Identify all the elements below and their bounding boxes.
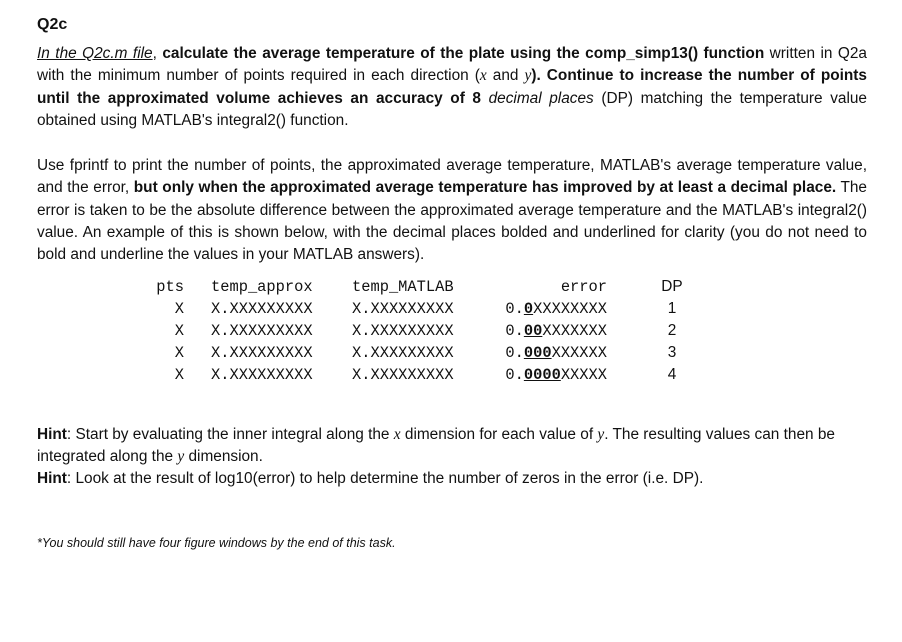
task-heading: Q2c [37,16,68,33]
header-temp-matlab: temp_MATLAB [352,278,454,296]
bold-condition: but only when the approximated average temperature has improved by at least a decimal place. [133,179,837,197]
hint-1: Hint: Start by evaluating the inner integral along the x dimension for each value of y. The resulting values can then be integrated along the y dimension. [37,426,835,465]
instructions-paragraph-1: In the Q2c.m file, calculate the average temperature of the plate using the comp_simp13() function written in Q2a with the minimum number of points required in each direction (x and y). Continue to increase the number of points until the approximated volume achieves an accuracy of 8 decimal places (DP) matching the temperature value obtained using MATLAB's integral2() function. [37,45,867,129]
table-header-row [147,276,683,298]
instructions-paragraph-2: Use fprintf to print the number of points, the approximated average temperature, MATLAB's average temperature value, and the error, but only when the approximated average temperature has improved by at least a decimal place. The error is taken to be the absolute difference between the approximated average temperature and the MATLAB's integral2() value. An example of this is shown below, with the decimal places bolded and underlined for clarity (you do not need to bold and underline the values in your MATLAB answers). [37,157,867,264]
table-row: X X.XXXXXXXXX X.XXXXXXXXX 0.00XXXXXXX 2 [174,322,677,340]
bold-instruction: calculate the average temperature of the plate using the comp_simp13() function [162,45,765,62]
hint-2: Hint: Look at the result of log10(error) to help determine the number of zeros in the error (i.e. DP). [37,470,704,487]
header-temp-approx: temp_approx [211,278,313,296]
header-dp: DP [661,278,683,295]
math-x: x [479,67,487,85]
table-row: X X.XXXXXXXXX X.XXXXXXXXX 0.000XXXXXX 3 [174,344,677,362]
hints-block [37,424,867,490]
table-row: X X.XXXXXXXXX X.XXXXXXXXX 0.0XXXXXXXX 1 [174,300,677,318]
file-reference: In the Q2c.m file [37,45,153,62]
example-output-table [147,276,683,386]
italic-phrase: decimal places [488,89,594,107]
header-error: error [560,278,607,296]
header-pts: pts [156,278,184,296]
footnote: *You should still have four figure windows by the end of this task. [37,536,396,550]
math-y: y [524,67,532,85]
table-row: X X.XXXXXXXXX X.XXXXXXXXX 0.0000XXXXX 4 [174,366,677,384]
task-content [37,14,867,267]
